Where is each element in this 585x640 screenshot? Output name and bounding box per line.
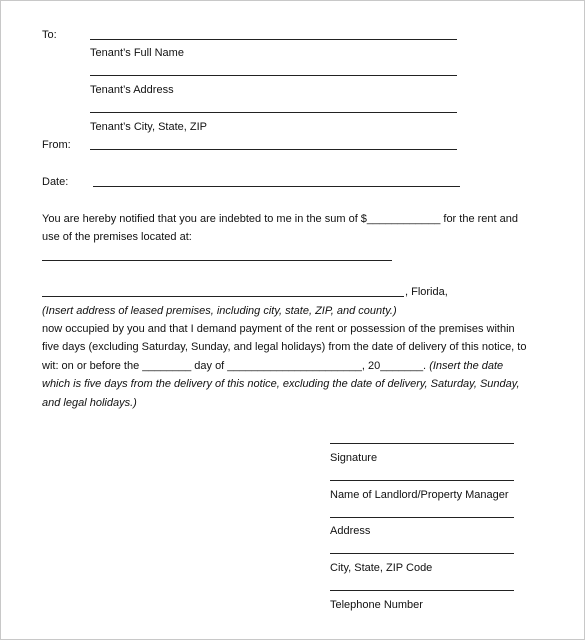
tenant-name-line	[90, 39, 457, 40]
demand-text-line-1: now occupied by you and that I demand payment of the rent or possession of the premises within	[42, 323, 515, 335]
date-label: Date:	[42, 176, 69, 188]
landlord-city-line	[330, 553, 514, 554]
tenant-address-line	[90, 75, 457, 76]
due-date-instruction-line-2: which is five days from the delivery of this notice, excluding the date of delivery, Saturday, Sunday,	[42, 378, 520, 390]
demand-text-line-2: five days (excluding Saturday, Sunday, and legal holidays) from the date of delivery of this notice, to	[42, 341, 527, 353]
demand-text-line-3	[42, 360, 503, 373]
to-label: To:	[42, 29, 57, 41]
tenant-address-label: Tenant’s Address	[90, 84, 174, 96]
telephone-label: Telephone Number	[330, 599, 423, 611]
from-label: From:	[42, 139, 71, 151]
landlord-name-line	[330, 480, 514, 481]
tenant-city-label: Tenant’s City, State, ZIP	[90, 121, 207, 133]
landlord-address-line	[330, 517, 514, 518]
landlord-address-label: Address	[330, 525, 371, 537]
notice-text-line-2: use of the premises located at:	[42, 231, 192, 243]
due-date-blanks: wit: on or before the ________ day of ______________________, 20_______.	[42, 360, 427, 372]
telephone-line	[330, 590, 514, 591]
address-instruction: (Insert address of leased premises, including city, state, ZIP, and county.)	[42, 305, 397, 317]
signature-line	[330, 443, 514, 444]
florida-suffix: , Florida,	[405, 286, 448, 298]
premises-address-line-2	[42, 296, 404, 297]
due-date-instruction-start: (Insert the date	[429, 360, 504, 372]
signature-label: Signature	[330, 452, 378, 464]
tenant-city-line	[90, 112, 457, 113]
due-date-instruction-line-3: and legal holidays.)	[42, 397, 137, 409]
landlord-city-label: City, State, ZIP Code	[330, 562, 433, 574]
date-line	[93, 186, 460, 187]
notice-text-line-1: You are hereby notified that you are indebted to me in the sum of $____________ for the rent and	[42, 213, 518, 225]
landlord-name-label: Name of Landlord/Property Manager	[330, 489, 509, 501]
tenant-name-label: Tenant’s Full Name	[90, 47, 184, 59]
premises-address-line-1	[42, 260, 392, 261]
from-line	[90, 149, 457, 150]
